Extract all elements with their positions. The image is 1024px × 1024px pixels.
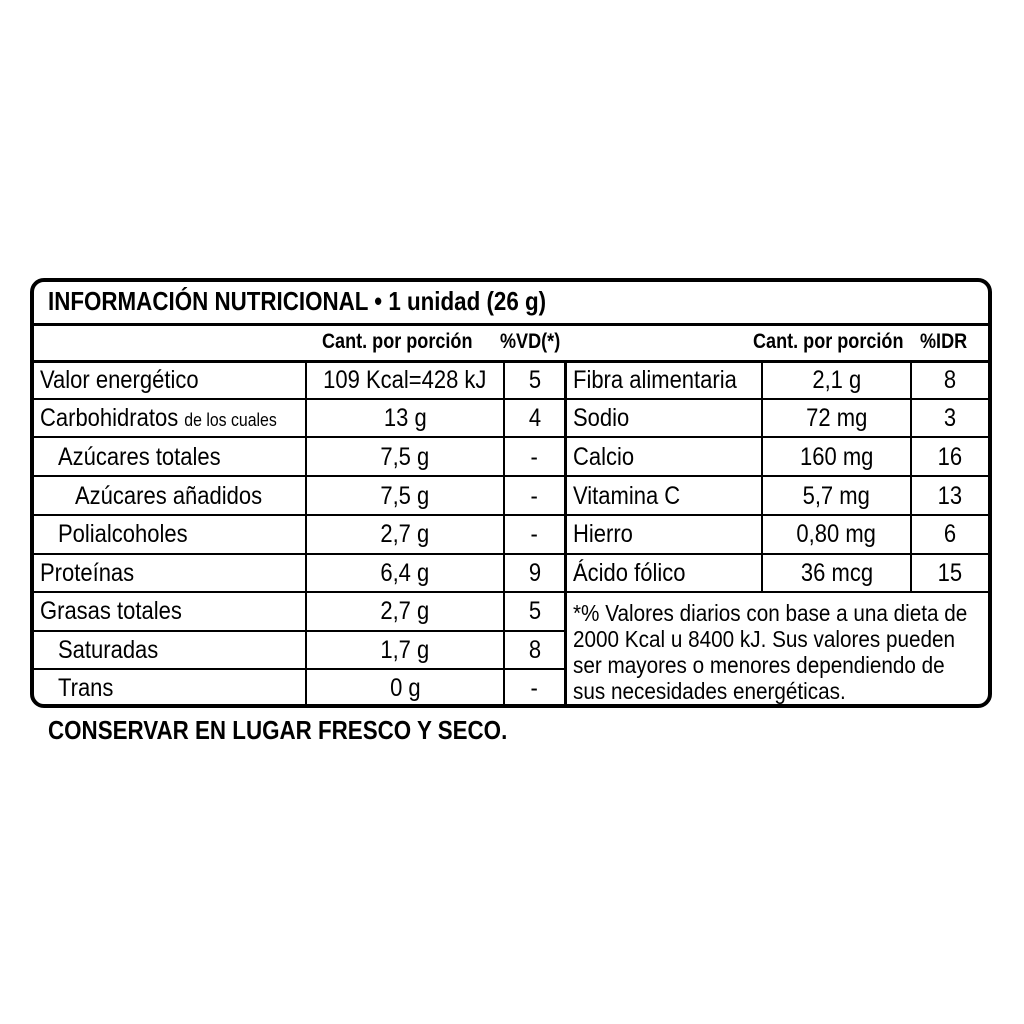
nutrient-dv: 9: [528, 559, 541, 587]
nutrient-idr: 3: [943, 404, 957, 432]
nutrient-name: Saturadas: [58, 636, 159, 664]
nutrient-name: Proteínas: [40, 559, 135, 587]
right-amount-header: Cant. por porción: [753, 330, 904, 353]
footnote-line: *% Valores diarios con base a una dieta de: [573, 600, 968, 626]
nutrient-idr: 15: [937, 559, 963, 587]
nutrient-amount: 0 g: [389, 674, 421, 702]
center-divider: [564, 360, 567, 705]
nutrient-amount: 2,7 g: [380, 520, 430, 548]
nutrient-idr: 16: [937, 443, 963, 471]
nutrient-amount: 160 mg: [799, 443, 874, 471]
nutrient-name: Calcio: [573, 443, 635, 471]
left-dv-header: %VD(*): [500, 330, 561, 353]
nutrient-name: Vitamina C: [573, 482, 681, 510]
nutrient-dv: -: [530, 520, 539, 548]
nutrient-name: Sodio: [573, 404, 630, 432]
nutrient-amount: 109 Kcal=428 kJ: [323, 366, 487, 394]
nutrient-name: Hierro: [573, 520, 633, 548]
nutrient-amount: 7,5 g: [380, 482, 430, 510]
nutrient-amount: 7,5 g: [380, 443, 430, 471]
nutrient-amount: 1,7 g: [380, 636, 430, 664]
nutrient-dv: -: [530, 482, 539, 510]
nutrient-amount: 72 mg: [805, 404, 868, 432]
nutrient-amount: 13 g: [383, 404, 427, 432]
storage-instruction: CONSERVAR EN LUGAR FRESCO Y SECO.: [48, 715, 508, 745]
nutrient-name: Azúcares añadidos: [75, 482, 263, 510]
nutrient-amount: 36 mcg: [800, 559, 873, 587]
nutrient-name: Trans: [58, 674, 114, 702]
title-divider: [33, 323, 989, 326]
footnote-line: sus necesidades energéticas.: [573, 678, 846, 704]
nutrient-name: Fibra alimentaria: [573, 366, 737, 394]
nutrient-name: Carbohidratos de los cuales: [40, 404, 277, 432]
nutrient-dv: 4: [528, 404, 541, 432]
right-idr-header: %IDR: [920, 330, 968, 353]
nutrient-dv: 5: [528, 366, 541, 394]
nutrient-dv: 5: [528, 597, 541, 625]
nutrient-amount: 2,7 g: [380, 597, 430, 625]
nutrient-dv: 8: [528, 636, 541, 664]
nutrient-amount: 6,4 g: [380, 559, 430, 587]
nutrient-dv: -: [530, 674, 539, 702]
label-title: INFORMACIÓN NUTRICIONAL • 1 unidad (26 g): [48, 286, 547, 316]
nutrient-amount: 0,80 mg: [796, 520, 877, 548]
nutrient-idr: 13: [937, 482, 963, 510]
nutrient-amount: 5,7 mg: [802, 482, 871, 510]
nutrient-idr: 6: [943, 520, 957, 548]
nutrient-name-note: de los cuales: [184, 410, 277, 430]
nutrient-name: Valor energético: [40, 366, 199, 394]
left-amount-header: Cant. por porción: [322, 330, 473, 353]
nutrient-name: Azúcares totales: [58, 443, 221, 471]
nutrient-name: Polialcoholes: [58, 520, 188, 548]
nutrient-idr: 8: [943, 366, 957, 394]
nutrient-name: Grasas totales: [40, 597, 182, 625]
footnote-line: 2000 Kcal u 8400 kJ. Sus valores pueden: [573, 626, 956, 652]
footnote-line: ser mayores o menores dependiendo de: [573, 652, 945, 678]
nutrient-dv: -: [530, 443, 539, 471]
nutrient-name: Ácido fólico: [573, 559, 686, 587]
nutrient-amount: 2,1 g: [812, 366, 861, 394]
daily-values-footnote: [573, 600, 996, 704]
